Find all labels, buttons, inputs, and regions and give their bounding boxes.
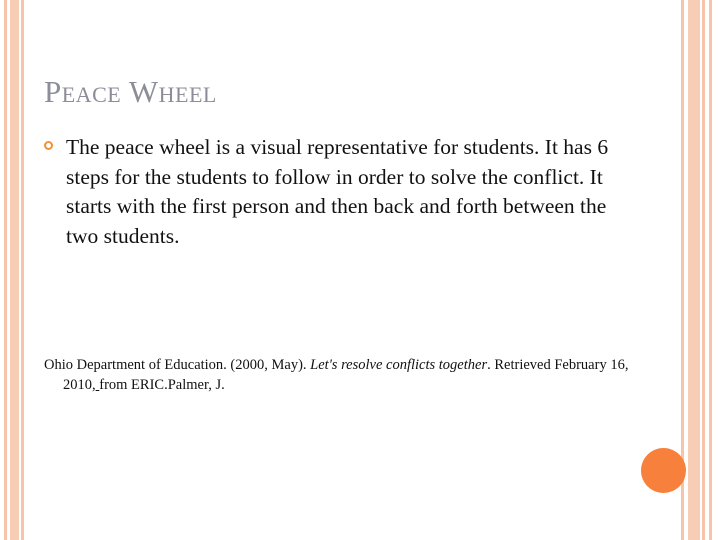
bullet-item	[44, 133, 624, 251]
slide-title: Peace Wheel	[44, 74, 217, 109]
citation	[44, 355, 663, 395]
right-decorative-stripe	[702, 0, 705, 540]
left-decorative-stripe	[4, 0, 7, 540]
bullet-text: The peace wheel is a visual representative for students. It has 6 steps for the students to follow in order to solve the conflict. It starts with the first person and then back and forth between the two students.	[66, 135, 609, 248]
left-decorative-stripe	[10, 0, 19, 540]
accent-circle	[641, 448, 686, 493]
citation-title: Let's resolve conflicts together	[310, 357, 488, 373]
citation-retrieved: . Retrieved February 16, 2010,	[63, 357, 629, 393]
citation-tail: from ERIC.Palmer, J.	[99, 377, 225, 393]
citation-source: Ohio Department of Education. (2000, May).	[44, 357, 311, 373]
right-decorative-stripe	[688, 0, 700, 540]
bullet-ring-icon	[44, 141, 53, 150]
right-decorative-stripe	[709, 0, 712, 540]
left-decorative-stripe	[21, 0, 24, 540]
